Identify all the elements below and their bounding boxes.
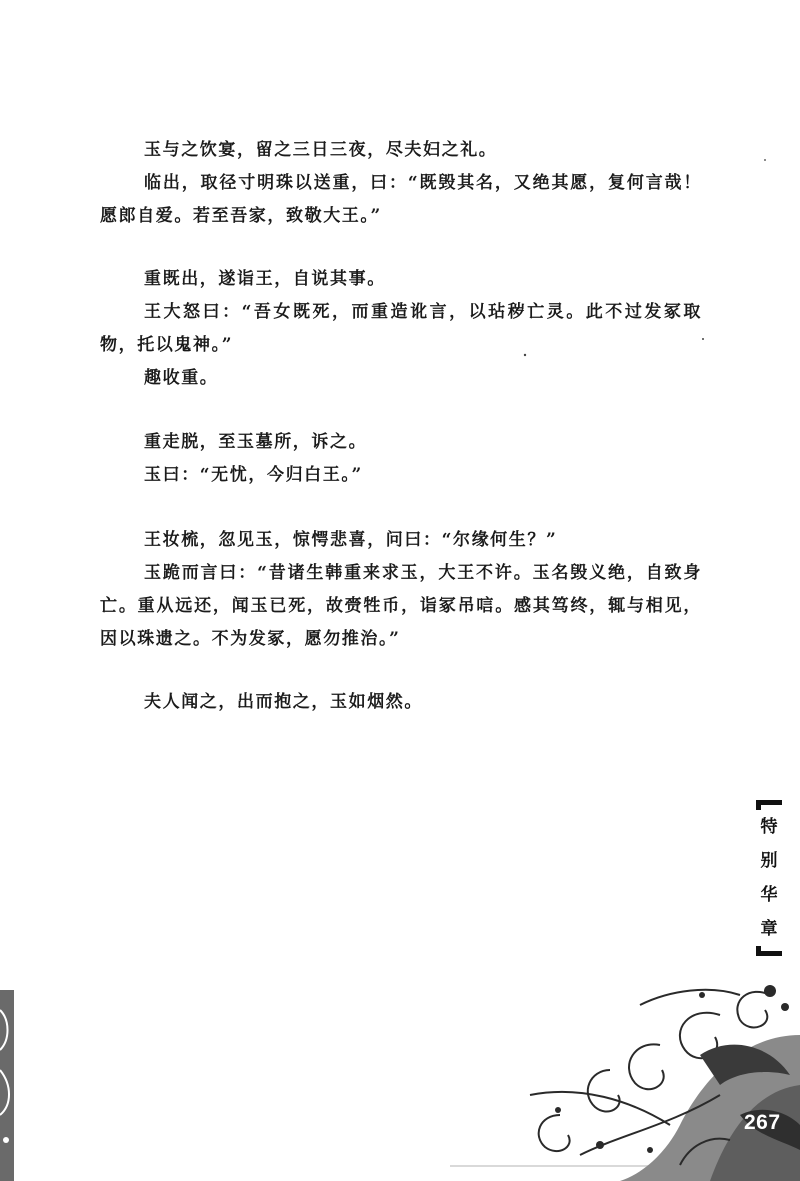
page-number: 267 [744, 1111, 781, 1134]
paragraph-5: 趣收重。 [144, 368, 219, 388]
tab-char: 华 [760, 885, 778, 905]
tab-char: 特 [760, 817, 778, 837]
paragraph-10: 夫人闻之，出而抱之，玉如烟然。 [144, 692, 423, 712]
paragraph-9: 玉跪而言曰：“昔诸生韩重来求玉，大王不许。玉名毁义绝，自致身亡。重从远还，闻玉已死，故赍牲币，诣冢吊唁。感其笃终，辄与相见，因以珠遗之。不为发冢，愿勿推治。” [100, 563, 702, 649]
paragraph-7: 玉曰：“无忧，今归白王。” [144, 465, 363, 485]
paragraph-6: 重走脱，至玉墓所，诉之。 [144, 432, 368, 452]
paragraph-4: 王大怒曰：“吾女既死，而重造讹言，以玷秽亡灵。此不过发冢取物，托以鬼神。” [100, 302, 702, 355]
tab-char: 章 [760, 919, 778, 939]
paragraph-8: 王妆梳，忽见玉，惊愕悲喜，问曰：“尔缘何生？” [144, 530, 558, 550]
paragraph-2: 临出，取径寸明珠以送重，曰：“既毁其名，又绝其愿，复何言哉！愿郎自爱。若至吾家，致敬大王。” [100, 173, 702, 226]
tab-char: 别 [760, 851, 778, 871]
paragraph-1: 玉与之饮宴，留之三日三夜，尽夫妇之礼。 [144, 140, 498, 160]
paragraph-3: 重既出，遂诣王，自说其事。 [144, 269, 386, 289]
